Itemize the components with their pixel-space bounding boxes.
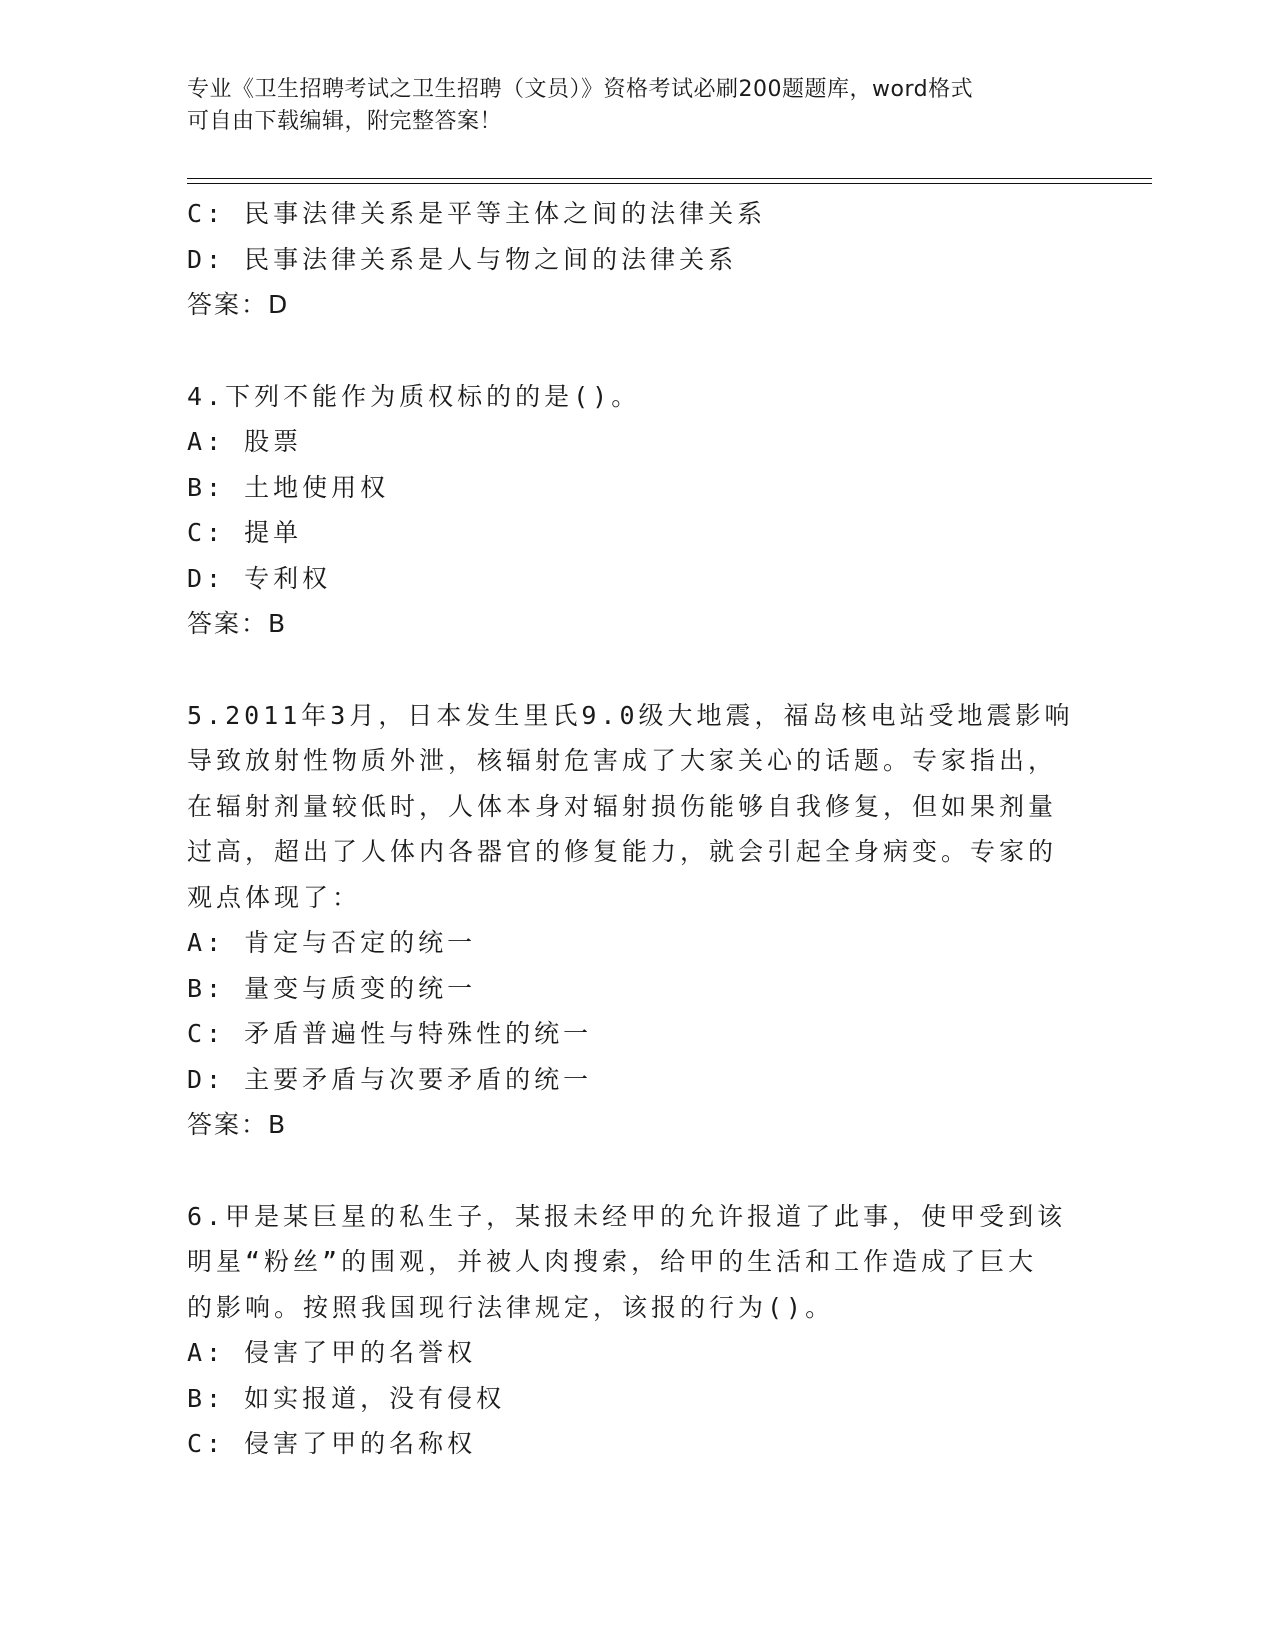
option-c: C: 提单: [187, 518, 303, 547]
question-stem-line: 6.甲是某巨星的私生子，某报未经甲的允许报道了此事，使甲受到该: [187, 1201, 1067, 1231]
question-3: [187, 191, 1087, 328]
option-c: C: 矛盾普遍性与特殊性的统一: [187, 1019, 593, 1048]
question-stem: 4.下列不能作为质权标的的是()。: [187, 381, 641, 411]
header-line-1: 专业《卫生招聘考试之卫生招聘（文员）》资格考试必刷200题题库，word格式: [187, 77, 974, 102]
option-a: A: 肯定与否定的统一: [187, 928, 477, 957]
option-b: B: 如实报道，没有侵权: [187, 1383, 506, 1413]
document-header: [187, 74, 1087, 138]
option-c: C: 侵害了甲的名称权: [187, 1429, 477, 1458]
question-6: [187, 1194, 1087, 1467]
option-d: D: 主要矛盾与次要矛盾的统一: [187, 1064, 593, 1094]
question-stem-line: 过高，超出了人体内各器官的修复能力，就会引起全身病变。专家的: [187, 837, 1058, 866]
option-c: C: 民事法律关系是平等主体之间的法律关系: [187, 199, 767, 228]
header-rule-bottom: [187, 183, 1152, 184]
question-stem-line: 在辐射剂量较低时，人体本身对辐射损伤能够自我修复，但如果剂量: [187, 791, 1058, 821]
option-b: B: 量变与质变的统一: [187, 973, 477, 1003]
answer: 答案：B: [187, 1110, 288, 1139]
question-5: [187, 693, 1087, 1148]
header-line-2: 可自由下载编辑，附完整答案！: [187, 109, 503, 134]
header-rule-top: [187, 178, 1152, 179]
option-a: A: 股票: [187, 427, 303, 456]
question-list: [187, 191, 1087, 1467]
question-stem-line: 导致放射性物质外泄，核辐射危害成了大家关心的话题。专家指出，: [187, 746, 1058, 775]
question-stem-line: 的影响。按照我国现行法律规定，该报的行为()。: [187, 1292, 835, 1322]
answer: 答案：D: [187, 290, 290, 319]
option-a: A: 侵害了甲的名誉权: [187, 1338, 477, 1367]
option-d: D: 民事法律关系是人与物之间的法律关系: [187, 244, 738, 274]
question-4: [187, 374, 1087, 647]
question-stem-line: 明星“粉丝”的围观，并被人肉搜索，给甲的生活和工作造成了巨大: [187, 1247, 1038, 1276]
question-stem-line: 观点体现了：: [187, 882, 362, 912]
option-b: B: 土地使用权: [187, 472, 390, 502]
answer: 答案：B: [187, 609, 288, 638]
option-d: D: 专利权: [187, 563, 332, 593]
question-stem-line: 5.2011年3月，日本发生里氏9.0级大地震，福岛核电站受地震影响: [187, 700, 1074, 730]
